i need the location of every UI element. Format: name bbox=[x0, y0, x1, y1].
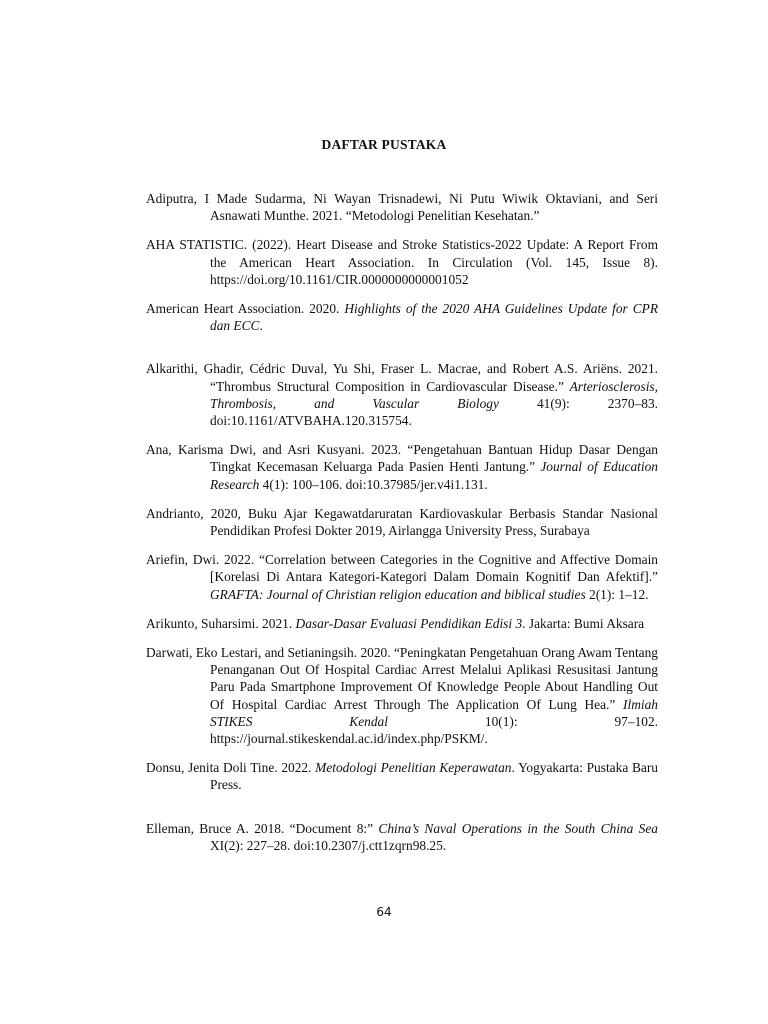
reference-text: Arikunto, Suharsimi. 2021. bbox=[146, 615, 296, 631]
reference-title-italic: Journal of Education Research bbox=[210, 459, 658, 492]
page-number: 64 bbox=[376, 905, 392, 919]
reference-list bbox=[146, 190, 658, 866]
reference-text: . Jakarta: Bumi Aksara bbox=[522, 615, 645, 631]
reference-text: 2(1): 1–12. bbox=[585, 586, 649, 602]
reference-entry bbox=[146, 615, 658, 632]
reference-entry bbox=[146, 190, 658, 224]
reference-text: Ana, Karisma Dwi, and Asri Kusyani. 2023. “Pengetahuan Bantuan Hidup Dasar Dengan Tingkat Kecemasan Keluarga Pada Pasien Henti Jantung.” bbox=[146, 442, 658, 475]
reference-entry bbox=[146, 644, 658, 747]
reference-text: 4(1): 100–106. doi:10.37985/jer.v4i1.131. bbox=[259, 476, 488, 492]
page-title: DAFTAR PUSTAKA bbox=[321, 137, 447, 152]
reference-entry bbox=[146, 820, 658, 854]
reference-title-italic: Highlights of the 2020 AHA Guidelines Update for CPR dan ECC bbox=[210, 301, 658, 334]
reference-text: Elleman, Bruce A. 2018. “Document 8:” bbox=[146, 820, 379, 836]
reference-title-italic: Dasar-Dasar Evaluasi Pendidikan Edisi 3 bbox=[295, 615, 523, 631]
reference-entry bbox=[146, 759, 658, 793]
reference-text: 41(9): 2370–83. doi:10.1161/ATVBAHA.120.315754. bbox=[210, 395, 659, 429]
reference-text: 10(1): 97–102. https://journal.stikeskendal.ac.id/index.php/PSKM/. bbox=[210, 713, 658, 747]
reference-text: XI(2): 227–28. doi:10.2307/j.ctt1zqrn98.25. bbox=[210, 837, 447, 853]
reference-text: . Yogyakarta: Pustaka Baru Press. bbox=[210, 760, 658, 793]
reference-entry bbox=[146, 236, 658, 288]
reference-text: Alkarithi, Ghadir, Cédric Duval, Yu Shi, Fraser L. Macrae, and Robert A.S. Ariëns. 2021. “Thrombus Structural Composition in Cardiovascular Disease.” bbox=[146, 361, 658, 394]
reference-text: Donsu, Jenita Doli Tine. 2022. bbox=[146, 760, 316, 776]
reference-entry bbox=[146, 505, 658, 539]
reference-title-italic: Ilmiah STIKES Kendal bbox=[210, 696, 658, 729]
reference-entry bbox=[146, 360, 658, 429]
reference-entry bbox=[146, 551, 658, 603]
reference-text: AHA STATISTIC. (2022). Heart Disease and Stroke Statistics-2022 Update: A Report From the American Heart Association. In Circulation (Vol. 145, Issue 8). https://doi.org/10.1161/CIR.0000000000001052 bbox=[146, 237, 658, 287]
reference-title-italic: Arteriosclerosis, Thrombosis, and Vascular Biology bbox=[210, 378, 658, 411]
reference-entry bbox=[146, 300, 658, 334]
reference-title-italic: GRAFTA: Journal of Christian religion education and biblical studies bbox=[210, 586, 586, 602]
reference-text: American Heart Association. 2020. bbox=[146, 301, 345, 317]
reference-entry bbox=[146, 441, 658, 493]
reference-text: Andrianto, 2020, Buku Ajar Kegawatdaruratan Kardiovaskular Berbasis Standar Nasional Pendidikan Profesi Dokter 2019, Airlangga University Press, Surabaya bbox=[146, 505, 658, 539]
reference-text: Ariefin, Dwi. 2022. “Correlation between Categories in the Cognitive and Affective Domain [Korelasi Di Antara Kategori-Kategori Dalam Domain Kognitif Dan Afektif].” bbox=[146, 552, 658, 585]
reference-title-italic: China’s Naval Operations in the South China Sea bbox=[378, 820, 658, 836]
reference-text: Adiputra, I Made Sudarma, Ni Wayan Trisnadewi, Ni Putu Wiwik Oktaviani, and Seri Asnawati Munthe. 2021. “Metodologi Penelitian Kesehatan.” bbox=[146, 191, 658, 224]
reference-text: Darwati, Eko Lestari, and Setianingsih. 2020. “Peningkatan Pengetahuan Orang Awam Tentang Penanganan Out Of Hospital Cardiac Arrest Melalui Aplikasi Resusitasi Jantung Paru Pada Smartphone Improvement Of Knowledge People About Handling Out Of Hospital Cardiac Arrest Through The Application Of Lung Hea.” bbox=[146, 645, 658, 712]
reference-title-italic: Metodologi Penelitian Keperawatan bbox=[315, 760, 512, 776]
reference-text: . bbox=[259, 318, 263, 334]
